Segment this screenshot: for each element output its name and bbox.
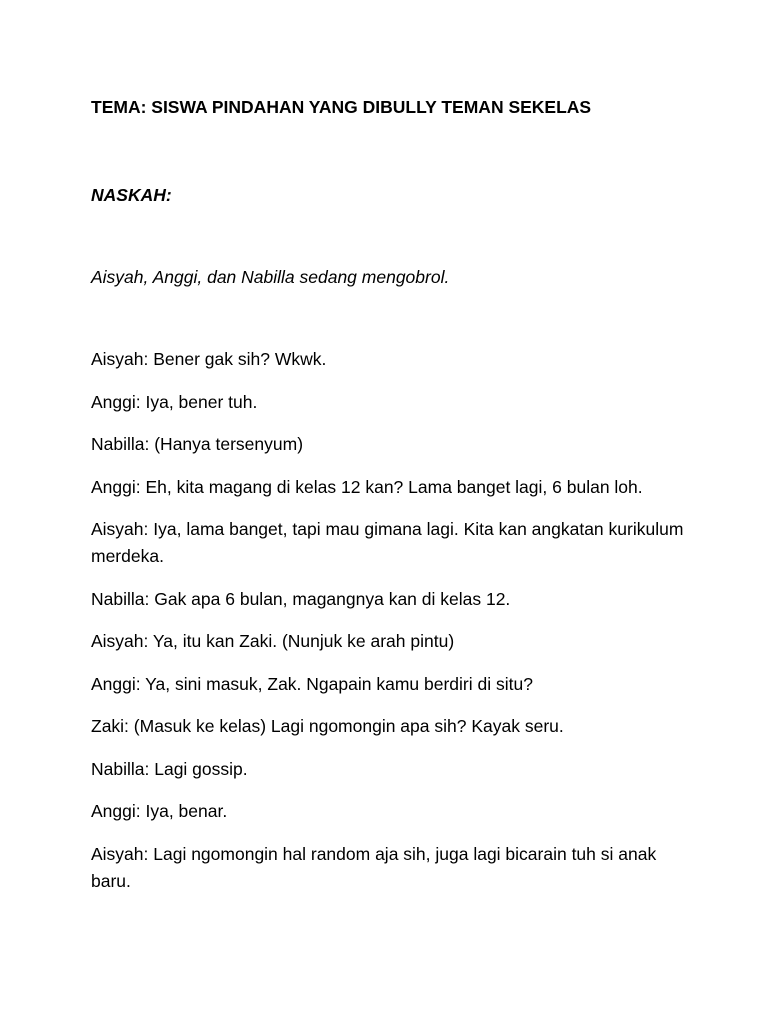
dialogue-line: Aisyah: Ya, itu kan Zaki. (Nunjuk ke arah pintu) [91, 631, 455, 651]
dialogue-line: Anggi: Iya, benar. [91, 801, 228, 821]
dialogue-line: Nabilla: Gak apa 6 bulan, magangnya kan di kelas 12. [91, 588, 511, 609]
dialogue-list [91, 346, 691, 910]
dialogue-line: Nabilla: Lagi gossip. [91, 758, 248, 779]
dialogue-line: Anggi: Ya, sini masuk, Zak. Ngapain kamu berdiri di situ? [91, 673, 533, 694]
dialogue-line: Nabilla: (Hanya tersenyum) [91, 434, 304, 454]
dialogue-line: Aisyah: Bener gak sih? Wkwk. [91, 349, 327, 369]
dialogue-line: Anggi: Eh, kita magang di kelas 12 kan? Lama banget lagi, 6 bulan loh. [91, 476, 643, 497]
dialogue-line: Zaki: (Masuk ke kelas) Lagi ngomongin apa sih? Kayak seru. [91, 716, 564, 736]
dialogue-line: Aisyah: Lagi ngomongin hal random aja sih, juga lagi bicarain tuh si anak baru. [91, 843, 657, 891]
stage-direction: Aisyah, Anggi, dan Nabilla sedang mengobrol. [91, 267, 450, 287]
dialogue-line: Anggi: Iya, bener tuh. [91, 391, 258, 412]
dialogue-line: Aisyah: Iya, lama banget, tapi mau gimana lagi. Kita kan angkatan kurikulum merdeka. [91, 519, 684, 566]
script-heading: NASKAH: [91, 185, 172, 205]
document-title: TEMA: SISWA PINDAHAN YANG DIBULLY TEMAN SEKELAS [91, 97, 592, 117]
